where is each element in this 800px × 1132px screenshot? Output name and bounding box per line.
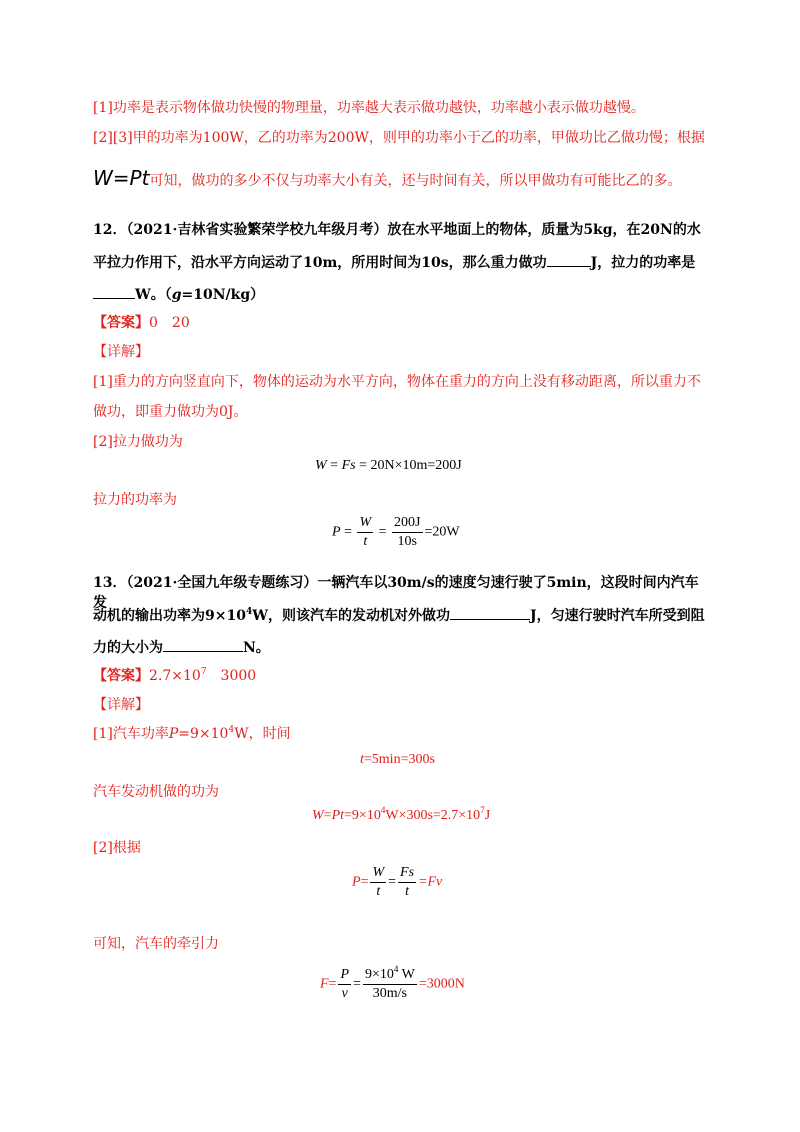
q13-eqf-num2sup: 4 [393,964,399,974]
q12-eq1-rest: = 20N×10m=200J [355,458,462,473]
q13-eqw-sup1: 4 [380,805,386,815]
q13-line-2-sup: 4 [245,607,253,617]
q13-exp-3: [2]根据 [93,840,141,856]
q12-line-2 [93,252,708,273]
q13-line-3b: N。 [243,640,270,656]
q12-frac2-den: 10s [397,534,417,549]
q13-eqf-f: F [320,976,329,992]
q13-exp-1b: =9×10 [178,726,229,742]
q13-eqp-frac-2 [398,864,416,901]
q13-exp-1 [93,724,708,744]
q12-answer [93,313,708,333]
explain-line-3 [93,168,708,191]
q13-eqp-frac-1 [370,864,386,901]
q12-exp-4: 拉力的功率为 [93,492,177,508]
q13-eqw-eq: = [323,808,332,823]
q13-eq-t-var: t [360,752,364,767]
q13-eqp-eq2: = [388,874,397,890]
q12-eq1-fs: Fs [341,458,356,473]
q13-eqw-a: =9×10 [344,808,381,823]
q13-eqf-frac-2 [363,966,417,1003]
q12-eq2-eq2: = [375,524,391,540]
q13-exp-2: 汽车发动机做的功为 [93,784,219,800]
q12-frac1-num: W [357,514,373,533]
q13-answer-label: 【答案】 [93,668,149,684]
q13-line-2 [93,605,708,626]
q13-eqp-frac2-den: t [405,884,409,899]
formula-w: W [93,166,113,190]
explain-line-3-text: 可知，做功的多少不仅与功率大小有关，还与时间有关，所以甲做功有可能比乙的多。 [149,173,682,189]
q12-eq2-rest: =20W [424,524,460,540]
q13-eqw-b: W×300s=2.7×10 [385,808,481,823]
q12-line-2a: 平拉力作用下，沿水平方向运动了10m，所用时间为10s，那么重力做功 [93,255,547,271]
q12-frac2-num: 200J [392,514,422,533]
q13-eqf-frac2-den: 30m/s [372,986,407,1001]
q13-eqw-pt: Pt [331,808,345,823]
q13-eq-t-rest: =5min=300s [363,752,435,767]
q13-eq-power [352,864,442,901]
q13-eqf-rest: =3000N [418,976,465,992]
q12-line-3b: =10N/kg） [181,287,265,303]
q12-blank-1 [547,252,591,267]
q13-eqp-rest: =Fv [418,874,443,890]
q13-eqf-frac2-num [363,966,417,985]
q12-line-3a: W。（ [135,287,172,303]
explain-line-2: [2][3]甲的功率为100W，乙的功率为200W，则甲的功率小于乙的功率，甲做功比乙做功慢；根据 [93,130,705,146]
q13-blank-1 [450,605,530,620]
q12-eq1-w: W [315,458,327,473]
q13-eqp-frac1-num: W [370,864,386,883]
q12-eq2-frac-1 [357,514,373,551]
q13-exp-1sup: 4 [228,725,235,735]
q12-answer-value: 0 20 [149,315,190,331]
q13-eq-force [320,966,465,1003]
q13-line-3 [93,637,708,658]
q13-answer [93,666,708,686]
q12-exp-3: [2]拉力做功为 [93,434,183,450]
q12-eq2-p: P [332,524,341,540]
q13-eqf-eq2: = [353,976,361,992]
q13-eqf-frac1-den: v [341,986,348,1001]
q12-eq-work [315,458,462,474]
q13-exp-4: 可知，汽车的牵引力 [93,936,219,952]
q13-eqf-num2a: 9×10 [364,967,394,982]
q13-eqp-frac1-den: t [376,884,381,899]
q13-eqf-frac1-num: P [338,966,351,985]
q13-answer-sup: 7 [200,667,207,677]
q13-exp-1c: W，时间 [234,726,291,742]
q12-line-1: 12．（2021·吉林省实验繁荣学校九年级月考）放在水平地面上的物体，质量为5kg，在20N的水 [93,222,701,238]
q13-exp-1p: P [168,726,179,742]
q13-detail-label: 【详解】 [93,697,149,713]
q12-frac1-den: t [363,534,368,549]
q13-line-2c: J，匀速行驶时汽车所受到阻 [529,608,705,624]
q12-detail-label: 【详解】 [93,344,149,360]
q13-eqw-c: J [484,808,491,823]
q13-eqw-sup2: 7 [480,805,485,815]
formula-pt: Pt [129,166,150,190]
q13-eq-time [360,752,435,768]
q12-answer-label: 【答案】 [93,315,149,331]
q12-blank-2 [93,284,135,299]
q13-eq-work [312,805,491,824]
q13-line-3a: 力的大小为 [93,640,163,656]
q13-answer-value-1: 2.7×10 [149,668,201,684]
q12-eq2-frac-2 [392,514,422,551]
q13-eqw-w: W [312,808,324,823]
q13-line-2a: 动机的输出功率为9×10 [93,608,246,624]
q12-line-2b: J，拉力的功率是 [590,255,696,271]
q12-eq-power [332,514,460,551]
q12-exp-2: 做功，即重力做功为0J。 [93,404,248,420]
q12-eq2-eq: = [340,524,356,540]
q13-eqp-frac2-num: Fs [398,864,416,883]
q12-g: g [171,287,182,303]
q12-exp-1: [1]重力的方向竖直向下，物体的运动为水平方向，物体在重力的方向上没有移动距离，所以重力不 [93,374,701,390]
q12-eq1-eq: = [326,458,342,473]
q13-eqf-num2b: W [398,967,415,982]
q13-eqf-frac-1 [338,966,351,1003]
formula-eq: = [112,166,130,190]
q13-answer-value-2: 3000 [206,668,257,684]
q12-line-3 [93,284,708,305]
q13-eqp-p: P [352,874,361,890]
q13-eqp-eq: = [360,874,369,890]
q13-blank-2 [163,637,243,652]
q13-exp-1a: [1]汽车功率 [93,726,169,742]
q13-line-2b: W，则该汽车的发动机对外做功 [252,608,450,624]
q13-eqf-eq: = [328,976,337,992]
q13-line-1: 13．（2021·全国九年级专题练习）一辆汽车以30m/s的速度匀速行驶了5min，这段时间内汽车发 [93,575,699,611]
explain-line-1: [1]功率是表示物体做功快慢的物理量，功率越大表示做功越快，功率越小表示做功越慢。 [93,100,645,116]
